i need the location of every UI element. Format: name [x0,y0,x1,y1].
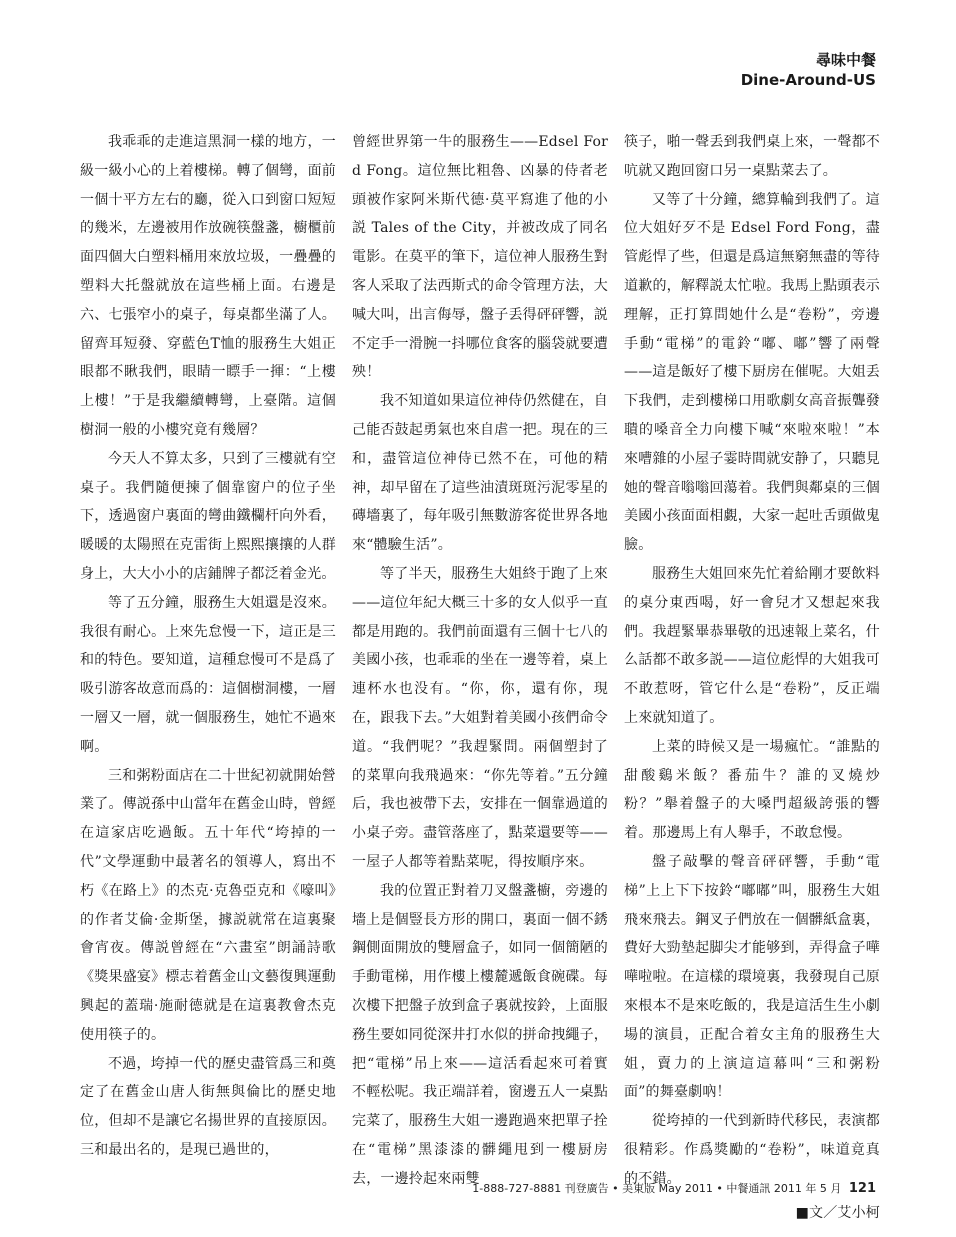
author-byline: ■文／艾小柯 [795,1205,880,1222]
column-1 [80,128,336,1158]
paragraph: 三和粥粉面店在二十世紀初就開始營業了。傳説孫中山當年在舊金山時，曾經在這家店吃過飯。五十年代“垮掉的一代”文學運動中最著名的領導人，寫出不朽《在路上》的杰克·克魯亞克和《嚎叫》的作者艾倫·金斯堡，據説就常在這裏聚會宵夜。傳説曾經在“六畫室”朗誦詩歌《獎果盛宴》標志着舊金山文藝復興運動興起的蓋瑞·施耐德就是在這裏教會杰克使用筷子的。 [80,767,336,1043]
paragraph: 上菜的時候又是一場瘋忙。“誰點的甜酸鷄米飯？番茄牛？誰的叉燒炒粉？”舉着盤子的大嗓門超級誇張的響着。那邊馬上有人舉手，不敢怠慢。 [624,738,880,842]
footer-text: 1-888-727-8881 刊登廣告 • 美東版 May 2011 • 中餐通訊 2011 年 5 月 [472,1182,842,1195]
paragraph: 曾經世界第一牛的服務生——Edsel Ford Fong。這位無比粗魯、凶暴的侍者老頭被作家阿米斯代德·莫平寫進了他的小説 Tales of the City，并被改成了同名電影。在莫平的筆下，這位神人服務生對客人采取了法西斯式的命令管理方法，大喊大叫，出言侮辱，盤子丢得砰砰響，説不定手一滑腕一抖哪位食客的腦袋就要遭殃！ [352,134,608,381]
paragraph: 盤子敲擊的聲音砰砰響，手動“電梯”上上下下按鈴“嘟嘟”叫，服務生大姐飛來飛去。鋼叉子們放在一個髒紙盒裏，費好大勁墊起脚尖才能够到，弄得盒子嘩嘩啦啦。在這樣的環境裏，我發現自己原來根本不是來吃飯的，我是這活生生小劇場的演員，正配合着女主角的服務生大姐，賣力的上演這這幕叫“三和粥粉面”的舞臺劇吶！ [624,853,880,1101]
paragraph: 又等了十分鐘，總算輪到我們了。這位大姐好歹不是 Edsel Ford Fong，盡管彪悍了些，但還是爲這無窮無盡的等待道歉的，解釋説太忙啦。我馬上點頭表示理解，正打算問她什么是“卷粉”，旁邊手動“電梯”的電鈴“嘟、嘟”響了兩聲——這是飯好了樓下厨房在催呢。大姐丢下我們，走到樓梯口用歌劇女高音振聾發聵的嗓音全力向樓下喊“來啦來啦！”本來嘈雜的小屋子霎時間就安静了，只聽見她的聲音嗡嗡回蕩着。我們與鄰桌的三個美國小孩面面相覷，大家一起吐舌頭做鬼臉。 [624,191,880,554]
section-title-cn: 尋味中餐 [815,51,876,69]
paragraph: 筷子，啪一聲丢到我們桌上來，一聲都不吭就又跑回窗口另一桌點菜去了。 [624,134,880,179]
paragraph: 從垮掉的一代到新時代移民，表演都很精彩。作爲獎勵的“卷粉”，味道竟真的不錯。 [624,1113,880,1187]
column-2 [352,128,608,1187]
paragraph: 等了五分鐘，服務生大姐還是沒來。我很有耐心。上來先怠慢一下，這正是三和的特色。要知道，這種怠慢可不是爲了吸引游客故意而爲的：這個樹洞樓，一層一層又一層，就一個服務生，她忙不過來啊。 [80,594,336,755]
page-footer [472,1180,876,1196]
paragraph: 我的位置正對着刀叉盤盞櫥，旁邊的墻上是個豎長方形的開口，裏面一個不銹鋼側面開放的雙層盒子，如同一個簡陋的手動電梯，用作樓上樓麓遞飯食碗碟。每次樓下把盤子放到盒子裏就按鈴，上面服務生要如同從深井打水似的拼命拽繩子，把“電梯”吊上來——這活看起來可着實不輕松呢。我正端詳着，窗邊五人一桌點完菜了，服務生大姐一邊跑過來把單子拴在“電梯”黑漆漆的髒繩甩到一樓厨房去，一邊拎起來兩雙 [352,882,608,1187]
paragraph: 我不知道如果這位神侍仍然健在，自己能否鼓起勇氣也來自虐一把。現在的三和，盡管這位神侍已然不在，可他的精神，却早留在了這些油漬斑斑污泥零星的磚墻裏了，每年吸引無數游客從世界各地來“體驗生活”。 [352,393,608,554]
page-header [741,50,876,90]
page-number: 121 [848,1181,876,1196]
paragraph: 等了半天，服務生大姐終于跑了上來——這位年紀大概三十多的女人似乎一直都是用跑的。我們前面還有三個十七八的美國小孩，也乖乖的坐在一邊等着，桌上連杯水也没有。“你，你，還有你，現在，跟我下去。”大姐對着美國小孩們命令道。“我們呢？”我趕緊問。兩個塑封了的菜單向我飛過來：“你先等着。”五分鐘后，我也被帶下去，安排在一個靠過道的小桌子旁。盡管落座了，點菜還要等——一屋子人都等着點菜呢，得按順序來。 [352,565,608,870]
paragraph: 今天人不算太多，只到了三樓就有空桌子。我們隨便揀了個靠窗户的位子坐下，透過窗户裏面的彎曲鐵欄杆向外看，暖暖的太陽照在克雷街上熙熙攘攘的人群身上，大大小小的店鋪牌子都泛着金光。 [80,450,336,582]
paragraph: 我乖乖的走進這黑洞一樣的地方，一級一級小心的上着樓梯。轉了個彎，面前一個十平方左右的廳，從入口到窗口短短的幾米，左邊被用作放碗筷盤盞，櫥櫃前面四個大白塑料桶用來放垃圾，一疊疊的塑料大托盤就放在這些桶上面。右邊是六、七張窄小的桌子，每桌都坐滿了人。留齊耳短發、穿藍色T恤的服務生大姐正眼都不瞅我們，眼睛一瞟手一揮：“上樓上樓！”于是我繼續轉彎，上臺階。這個樹洞一般的小樓究竟有幾層？ [80,134,336,438]
section-title-en: Dine-Around-US [740,71,876,89]
paragraph: 不過，垮掉一代的歷史盡管爲三和奠定了在舊金山唐人街無與倫比的歷史地位，但却不是讓它名揚世界的直接原因。三和最出名的，是現已過世的， [80,1055,336,1158]
paragraph: 服務生大姐回來先忙着給剛才要飲料的桌分東西喝，好一會兒才又想起來我們。我趕緊畢恭畢敬的迅速報上菜名，什么話都不敢多説——這位彪悍的大姐我可不敢惹呀，管它什么是“卷粉”，反正端上來就知道了。 [624,565,880,726]
